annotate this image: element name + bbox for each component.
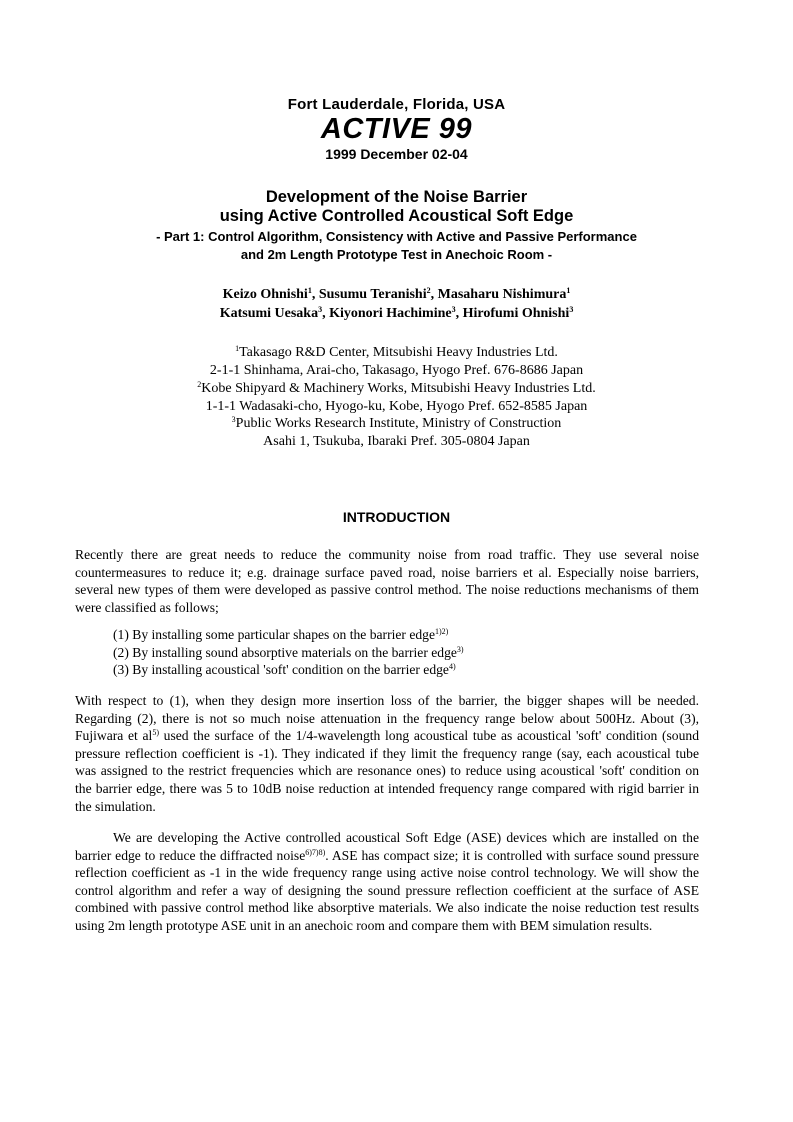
paper-subtitle-line-2: and 2m Length Prototype Test in Anechoic Room - [240,247,553,262]
author-name: Susumu Teranishi [318,287,427,302]
reference-mark: 5) [152,728,159,738]
intro-paragraph-1: Recently there are great needs to reduce the community noise from road traffic. They use several noise countermeasures to reduce it; e.g. drainage surface paved road, noise barriers et al. Especially noise barriers, several new types of them were developed as passive control method. The noise reductions mechanisms of them were classified as follows; [75,547,699,615]
author-line-1: Keizo Ohnishi$^1$, Susumu Teranishi$^2$, Masaharu Nishimura$^1$ [222,286,571,302]
mechanism-list [113,626,613,679]
list-item [113,644,613,662]
affiliation-2 [0,381,793,397]
list-item [113,626,613,644]
affiliation-2-address: 1-1-1 Wadasaki-cho, Hyogo-ku, Kobe, Hyogo Pref. 652-8585 Japan [205,399,588,414]
author-name: Keizo Ohnishi [222,287,308,302]
author-name: Hirofumi Ohnishi [462,306,570,321]
affiliation-mark: 1 [235,344,240,353]
list-item [113,661,613,679]
conference-dates: 1999 December 02-04 [325,146,468,162]
affiliation-name: Takasago R&D Center, Mitsubishi Heavy Industries Ltd. [239,345,558,360]
reference-mark: 4) [448,662,456,672]
affiliation-3 [0,416,793,432]
author-affiliation-mark: 1 [566,286,571,295]
paragraph-text: We are developing the Active controlled acoustical Soft Edge (ASE) devices which are installed on the barrier edge to reduce the diffracted noise [75,830,699,863]
author-affiliation-mark: 3 [569,305,574,314]
affiliation-mark: 2 [197,380,202,389]
author-name: Masaharu Nishimura [437,287,567,302]
affiliation-1 [0,345,793,361]
affiliation-name: Public Works Research Institute, Ministry of Construction [235,416,562,431]
paper-title-line-2: using Active Controlled Acoustical Soft Edge [219,207,574,225]
author-affiliation-mark: 1 [307,286,312,295]
affiliation-mark: 3 [231,415,236,424]
author-name: Kiyonori Hachimine [329,306,452,321]
paper-subtitle-line-1: - Part 1: Control Algorithm, Consistency with Active and Passive Performance [156,229,637,244]
conference-location: Fort Lauderdale, Florida, USA [287,96,506,113]
reference-mark: 6)7)8) [305,847,326,857]
intro-paragraph-3 [75,829,699,935]
paragraph-text: . ASE has compact size; it is controlled with surface sound pressure reflection coefficient as -1 in the wide frequency range using active noise control technology. We will show the control algorithm and refer a way of designing the sound pressure reflection coefficient at the surface of ASE combined with passive control method like absorptive materials. We also indicate the noise reduction test results using 2m length prototype ASE unit in an anechoic room and compare them with BEM simulation results. [75,847,699,933]
affiliation-1-address: 2-1-1 Shinhama, Arai-cho, Takasago, Hyogo Pref. 676-8686 Japan [209,363,584,378]
list-item-text: (1) By installing some particular shapes on the barrier edge [113,627,435,642]
section-heading-introduction: INTRODUCTION [342,509,451,525]
affiliation-name: Kobe Shipyard & Machinery Works, Mitsubishi Heavy Industries Ltd. [201,381,596,396]
author-name: Katsumi Uesaka [219,306,319,321]
paper-title-line-1: Development of the Noise Barrier [265,188,528,206]
list-item-text: (3) By installing acoustical 'soft' condition on the barrier edge [113,662,449,678]
author-affiliation-mark: 2 [426,286,431,295]
reference-mark: 1)2) [435,627,449,636]
paragraph-text: With respect to (1), when they design more insertion loss of the barrier, the bigger shapes will be needed. Regarding (2), there is not so much noise attenuation in the frequency range below about 500Hz. About (3), Fujiwara et al [75,693,699,744]
affiliation-3-address: Asahi 1, Tsukuba, Ibaraki Pref. 305-0804 Japan [263,434,530,449]
conference-name: ACTIVE 99 [320,113,473,145]
author-affiliation-mark: 3 [451,305,456,314]
author-affiliation-mark: 3 [318,305,323,314]
paragraph-text: used the surface of the 1/4-wavelength long acoustical tube as acoustical 'soft' condition (sound pressure reflection coefficient is -1). They indicated if they limit the frequency range (say, each acoustical tube was assigned to the restrict frequencies which are resonance ones) to reduce using acoustical 'soft' condition on the barrier edge, there was 5 to 10dB noise reduction at intended frequency range compared with rigid barrier in the simulation. [75,728,699,814]
list-item-text: (2) By installing sound absorptive materials on the barrier edge [113,644,457,660]
author-line-2: Katsumi Uesaka$^3$, Kiyonori Hachimine$^3$, Hirofumi Ohnishi$^3$ [219,305,574,321]
reference-mark: 3) [456,644,464,654]
intro-paragraph-2 [75,692,699,815]
